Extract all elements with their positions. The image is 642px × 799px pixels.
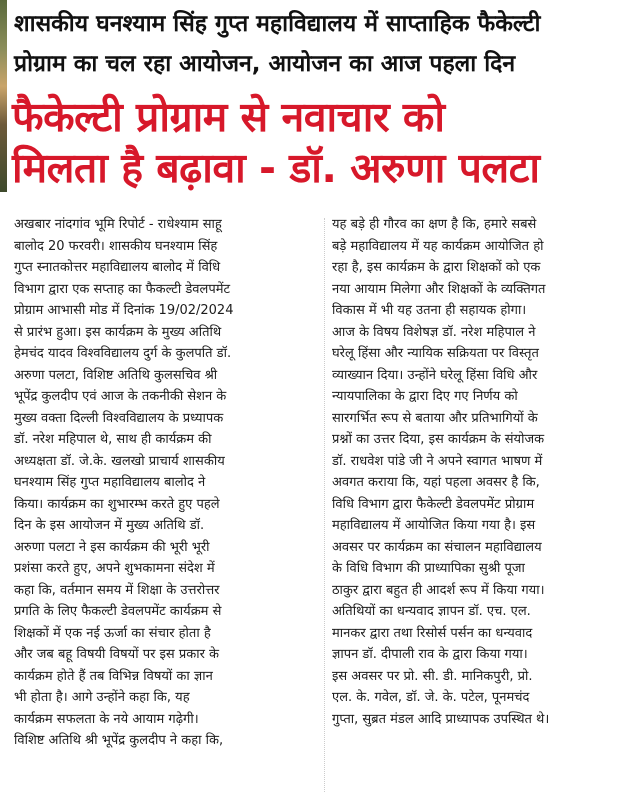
article-text-line: प्रगति के लिए फैकल्टी डेवलपमेंट कार्यक्रम से [14,604,222,619]
article-text-line: दिन के इस आयोजन में मुख्य अतिथि डॉ. [14,518,205,533]
article-text-line: हेमचंद यादव विश्वविद्यालय दुर्ग के कुलपति डॉ. [14,346,232,361]
article-text-line: प्रश्नों का उत्तर दिया, इस कार्यक्रम के संयोजक [332,432,545,447]
article-text-line: मानकर द्वारा तथा रिसोर्स पर्सन का धन्यवाद [332,625,533,641]
article-text-line: महाविद्यालय में आयोजित किया गया है। इस [332,518,536,533]
article-text-line: कार्यक्रम सफलता के नये आयाम गढ़ेगी। [14,711,199,727]
article-text-line: विशिष्ट अतिथि श्री भूपेंद्र कुलदीप ने कहा कि, [14,733,224,748]
article-text-line: अध्यक्षता डॉ. जे.के. खलखो प्राचार्य शासकीय [14,453,225,469]
article-text-line: प्रोग्राम आभासी मोड में दिनांक 19/02/2024 [14,303,234,318]
article-text-line: ठाकुर द्वारा बहुत ही आदर्श रूप में किया गया। [332,582,545,598]
article-text-line: सारगर्भित रूप से बताया और प्रतिभागियों के [332,410,538,426]
headline-line: मिलता है बढ़ावा - डॉ. अरुणा पलटा [12,144,540,192]
article-text-line: और जब बहू विषयी विषयों पर इस प्रकार के [14,647,220,662]
article-text-line: बालोद 20 फरवरी। शासकीय घनश्याम सिंह [14,238,218,254]
article-text-line: के विधि विभाग की प्राध्यापिका सुश्री पूजा [332,561,525,576]
subheadline [14,4,638,84]
article-text-line: डॉ. राधवेश पांडे जी ने अपने स्वागत भाषण में [332,453,543,469]
article-text-line: व्याख्यान दिया। उन्होंने घरेलू हिंसा विधि और [332,367,538,383]
article-text-line: अरुणा पलटा ने इस कार्यक्रम की भूरी भूरी [14,539,210,555]
column-divider [324,218,325,792]
article-text-line: कार्यक्रम होते हैं तब विभिन्न विषयों का ज्ञान [14,668,213,684]
article-text-line: गुप्ता, सुब्रत मंडल आदि प्राध्यापक उपस्थित थे। [332,711,550,727]
article-text-line: अखबार नांदगांव भूमि रिपोर्ट - राधेश्याम साहू [14,217,222,232]
article-text-line: नया आयाम मिलेगा और शिक्षकों के व्यक्तिगत [332,281,546,297]
article-text-line: रहा है, इस कार्यक्रम के द्वारा शिक्षकों को एक [332,260,541,275]
article-text-line: किया। कार्यक्रम का शुभारम्भ करते हुए पहले [14,496,220,512]
subheadline-line: शासकीय घनश्याम सिंह गुप्त महाविद्यालय में साप्ताहिक फैकेल्टी [14,11,541,37]
article-text-line: ज्ञापन डॉ. दीपाली राव के द्वारा किया गया। [332,647,528,662]
article-text-line: घनश्याम सिंह गुप्त महाविद्यालय बालोद ने [14,475,206,490]
article-text-line: अतिथियों का धन्यवाद ज्ञापन डॉ. एच. एल. [332,604,531,619]
article-text-line: अवगत कराया कि, यहां पहला अवसर है कि, [332,475,540,490]
article-text-line: अवसर पर कार्यक्रम का संचालन महाविद्यालय [332,539,542,555]
article-text-line: से प्रारंभ हुआ। इस कार्यक्रम के मुख्य अतिथि [14,324,222,340]
article-text-line: विधि विभाग द्वारा फैकेल्टी डेवलपमेंट प्रोग्राम [332,496,535,512]
article-text-line: गुप्त स्नातकोत्तर महाविद्यालय बालोद में विधि [14,260,221,275]
article-text-line: घरेलू हिंसा और न्यायिक सक्रियता पर विस्तृत [332,346,539,361]
article-column-right [332,214,634,730]
article-text-line: एल. के. गवेल, डॉ. जे. के. पटेल, पूनमचंद [332,690,530,705]
photo-edge [0,0,7,192]
article-text-line: कहा कि, वर्तमान समय में शिक्षा के उत्तरोत्तर [14,582,220,598]
article-column-left [14,214,316,752]
headline-line: फैकेल्टी प्रोग्राम से नवाचार को [12,93,445,141]
article-text-line: डॉ. नरेश महिपाल थे, साथ ही कार्यक्रम की [14,432,212,447]
article-text-line: भूपेंद्र कुलदीप एवं आज के तकनीकी सेशन के [14,389,227,404]
article-text-line: अरुणा पलटा, विशिष्ट अतिथि कुलसचिव श्री [14,367,218,383]
article-text-line: विकास में भी यह उतना ही सहायक होगा। [332,303,527,318]
article-body [14,214,638,796]
headline [12,92,636,194]
subheadline-line: प्रोग्राम का चल रहा आयोजन, आयोजन का आज पहला दिन [14,51,516,77]
article-text-line: प्रशंसा करते हुए, अपने शुभकामना संदेश में [14,561,215,576]
article-text-line: शिक्षकों में एक नई ऊर्जा का संचार होता है [14,625,211,641]
article-text-line: आज के विषय विशेषज्ञ डॉ. नरेश महिपाल ने [332,324,536,340]
article-text-line: विभाग द्वारा एक सप्ताह का फैकल्टी डेवलपमेंट [14,281,231,297]
article-text-line: न्यायपालिका के द्वारा दिए गए निर्णय को [332,389,518,404]
article-text-line: यह बड़े ही गौरव का क्षण है कि, हमारे सबसे [332,217,537,232]
article-text-line: भी होता है। आगे उन्होंने कहा कि, यह [14,690,190,705]
article-text-line: इस अवसर पर प्रो. सी. डी. मानिकपुरी, प्रो. [332,668,533,684]
article-text-line: बड़े महाविद्यालय में यह कार्यक्रम आयोजित हो [332,238,544,254]
article-text-line: मुख्य वक्ता दिल्ली विश्वविद्यालय के प्रध्यापक [14,410,224,426]
